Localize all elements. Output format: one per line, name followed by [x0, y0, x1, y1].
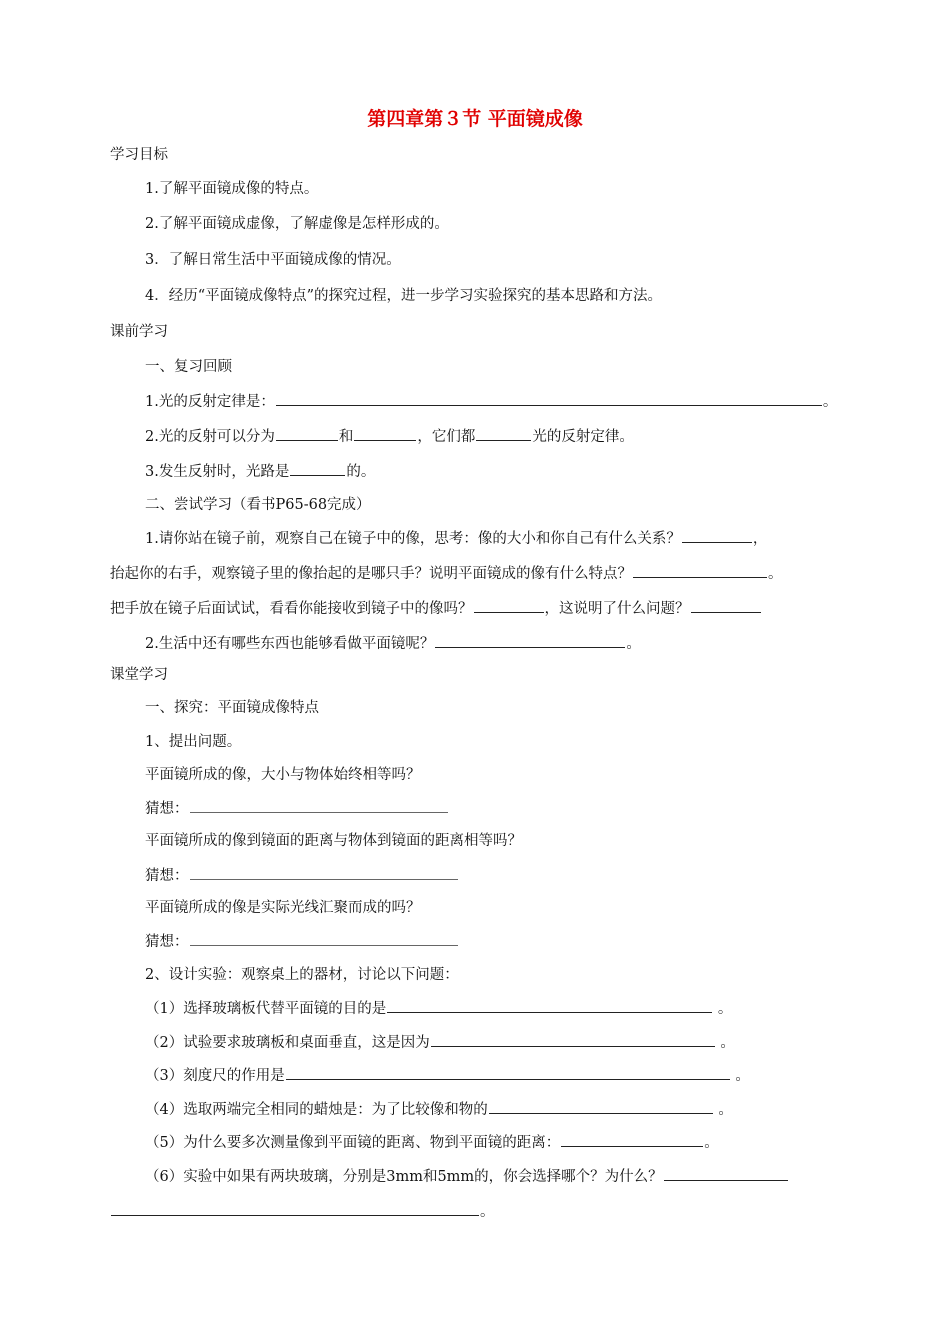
design-text: （5）为什么要多次测量像到平面镜的距离、物到平面镜的距离： — [145, 1135, 561, 1151]
try-line-1 — [145, 528, 767, 549]
design-item — [145, 1099, 733, 1120]
answer-blank[interactable] — [435, 633, 625, 648]
design-continuation — [110, 1201, 495, 1222]
answer-blank[interactable] — [190, 865, 458, 880]
answer-blank[interactable] — [387, 998, 712, 1013]
answer-blank[interactable] — [276, 391, 822, 406]
goal-item: 2.了解平面镜成虚像，了解虚像是怎样形成的。 — [145, 216, 449, 232]
design-end: 。 — [704, 1135, 719, 1151]
answer-blank[interactable] — [276, 426, 338, 441]
design-end: 。 — [735, 1068, 750, 1084]
try-l1-end: ， — [752, 531, 768, 547]
design-text: （1）选择玻璃板代替平面镜的目的是 — [145, 1001, 387, 1017]
answer-blank[interactable] — [561, 1132, 703, 1147]
step-1: 1、提出问题。 — [145, 734, 242, 750]
design-text: （6）实验中如果有两块玻璃，分别是3mm和5mm的，你会选择哪个？为什么？ — [145, 1169, 663, 1185]
answer-blank[interactable] — [476, 426, 531, 441]
review-question-2 — [145, 426, 634, 447]
answer-blank[interactable] — [691, 598, 761, 613]
design-final-end: 。 — [480, 1204, 495, 1220]
answer-blank[interactable] — [290, 461, 345, 476]
design-item — [145, 1032, 735, 1053]
section-heading-goals: 学习目标 — [110, 147, 168, 163]
answer-blank[interactable] — [354, 426, 416, 441]
review-q3-end: 的。 — [346, 464, 376, 480]
try-line-2 — [110, 563, 783, 584]
answer-blank[interactable] — [664, 1166, 788, 1181]
try-l1-text: 1.请你站在镜子前，观察自己在镜子中的像，思考：像的大小和你自己有什么关系？ — [145, 531, 681, 547]
section-heading-classroom: 课堂学习 — [110, 667, 168, 683]
answer-blank[interactable] — [190, 798, 448, 813]
design-item — [145, 998, 732, 1019]
design-text: （4）选取两端完全相同的蜡烛是：为了比较像和物的 — [145, 1102, 488, 1118]
design-end: 。 — [717, 1001, 733, 1017]
design-item — [145, 1132, 719, 1153]
review-q2-they: ，它们都 — [417, 429, 476, 445]
answer-blank[interactable] — [190, 931, 458, 946]
answer-blank[interactable] — [682, 528, 752, 543]
review-q3-text: 3.发生反射时，光路是 — [145, 464, 290, 480]
answer-blank[interactable] — [286, 1065, 730, 1080]
page-title: 第四章第３节 平面镜成像 — [367, 108, 583, 130]
try-l2-text: 抬起你的右手，观察镜子里的像抬起的是哪只手？说明平面镜成的像有什么特点？ — [110, 566, 632, 582]
review-q2-end: 光的反射定律。 — [532, 429, 634, 445]
step-2: 2、设计实验：观察桌上的器材，讨论以下问题： — [145, 967, 459, 983]
guess-label: 猜想： — [145, 801, 189, 817]
try-l2-end: 。 — [768, 566, 783, 582]
try-l4-text: 2.生活中还有哪些东西也能够看做平面镜呢？ — [145, 636, 435, 652]
guess-label: 猜想： — [145, 868, 189, 884]
answer-blank[interactable] — [633, 563, 767, 578]
guess-line — [145, 798, 449, 819]
question-item: 平面镜所成的像，大小与物体始终相等吗？ — [145, 767, 421, 783]
design-item — [145, 1065, 750, 1086]
design-text: （3）刻度尺的作用是 — [145, 1068, 285, 1084]
guess-line — [145, 931, 459, 952]
subheading-review: 一、复习回顾 — [145, 359, 232, 375]
design-end: 。 — [720, 1035, 735, 1051]
review-q2-and: 和 — [338, 429, 354, 445]
review-question-3 — [145, 461, 375, 482]
answer-blank[interactable] — [489, 1099, 713, 1114]
guess-line — [145, 865, 459, 886]
try-l4-end: 。 — [626, 636, 641, 652]
section-heading-prestudy: 课前学习 — [110, 324, 168, 340]
try-line-3 — [110, 598, 762, 619]
subheading-try: 二、尝试学习（看书P65-68完成） — [145, 497, 371, 513]
answer-blank[interactable] — [111, 1201, 479, 1216]
design-text: （2）试验要求玻璃板和桌面垂直，这是因为 — [145, 1035, 430, 1051]
try-l3-text: 把手放在镜子后面试试，看看你能接收到镜子中的像吗？ — [110, 601, 473, 617]
goal-item: 4．经历“平面镜成像特点”的探究过程，进一步学习实验探究的基本思路和方法。 — [145, 288, 663, 304]
guess-label: 猜想： — [145, 934, 189, 950]
subheading-explore: 一、探究：平面镜成像特点 — [145, 700, 319, 716]
design-item — [145, 1166, 789, 1187]
answer-blank[interactable] — [474, 598, 544, 613]
review-q1-text: 1.光的反射定律是： — [145, 394, 275, 410]
try-line-4 — [145, 633, 641, 654]
goal-item: 3．了解日常生活中平面镜成像的情况。 — [145, 252, 401, 268]
review-q1-end: 。 — [822, 394, 838, 410]
goal-item: 1.了解平面镜成像的特点。 — [145, 181, 319, 197]
answer-blank[interactable] — [431, 1032, 715, 1047]
question-item: 平面镜所成的像到镜面的距离与物体到镜面的距离相等吗？ — [145, 833, 522, 849]
try-l3-question: ，这说明了什么问题？ — [544, 601, 690, 617]
review-q2-text: 2.光的反射可以分为 — [145, 429, 275, 445]
design-end: 。 — [718, 1102, 733, 1118]
question-item: 平面镜所成的像是实际光线汇聚而成的吗？ — [145, 900, 421, 916]
review-question-1 — [145, 391, 837, 412]
